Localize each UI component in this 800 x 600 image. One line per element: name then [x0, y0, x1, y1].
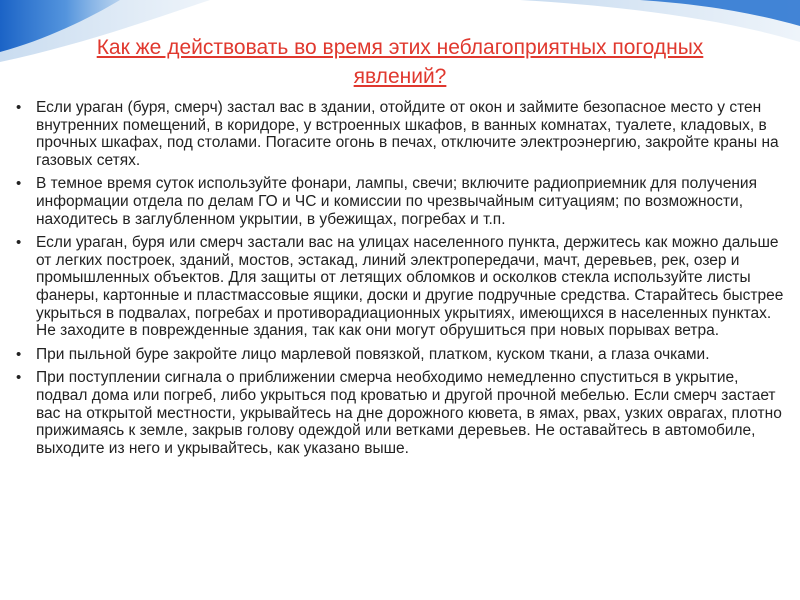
list-item — [14, 175, 784, 228]
list-item — [14, 234, 784, 340]
bullet-icon: • — [16, 175, 22, 193]
list-item — [14, 99, 784, 169]
list-item — [14, 369, 784, 457]
bullet-list — [14, 99, 784, 463]
bullet-icon: • — [16, 234, 22, 252]
slide-title: Как же действовать во время этих неблагоприятных погодных явлений? — [96, 36, 704, 88]
list-item-text: При пыльной буре закройте лицо марлевой повязкой, платком, куском ткани, а глаза очками. — [36, 345, 710, 363]
list-item-text: Если ураган, буря или смерч застали вас на улицах населенного пункта, держитесь как можно дальше от легких построек, зданий, мостов, эстакад, линий электропередачи, мачт, деревьев, рек, озер и промышленных объектов. Для защиты от летящих обломков и осколков стекла используйте листы фанеры, картонные и пластмассовые ящики, доски и другие подручные средства. Старайтесь быстрее укрыться в подвалах, погребах и противорадиационных укрытиях, имеющихся в населенных пунктах. Не заходите в поврежденные здания, так как они могут обрушиться при новых порывах ветра. — [36, 234, 784, 340]
bullet-icon: • — [16, 369, 22, 387]
list-item-text: При поступлении сигнала о приближении смерча необходимо немедленно спуститься в укрытие, подвал дома или погреб, либо укрыться под кроватью и другой прочной мебелью. Если смерч застает вас на открытой местности, укрывайтесь на дне дорожного кювета, в ямах, рвах, узких оврагах, плотно прижимаясь к земле, закрыв голову одеждой или ветками деревьев. Не оставайтесь в автомобиле, выходите из него и укрывайтесь, как указано выше. — [36, 369, 782, 457]
list-item-text: Если ураган (буря, смерч) застал вас в здании, отойдите от окон и займите безопасное место у стен внутренних помещений, в коридоре, у встроенных шкафов, в ванных комнатах, туалете, кладовых, в прочных шкафах, под столами. Погасите огонь в печах, отключите электроэнергию, закройте краны на газовых сетях. — [36, 99, 779, 169]
list-item — [14, 346, 784, 364]
list-item-text: В темное время суток используйте фонари, лампы, свечи; включите радиоприемник для получения информации отдела по делам ГО и ЧС и комиссии по чрезвычайным ситуациям; по возможности, находитесь в заглубленном укрытии, в убежищах, погребах и т.п. — [36, 175, 757, 228]
bullet-icon: • — [16, 345, 22, 363]
bullet-icon: • — [16, 99, 22, 116]
